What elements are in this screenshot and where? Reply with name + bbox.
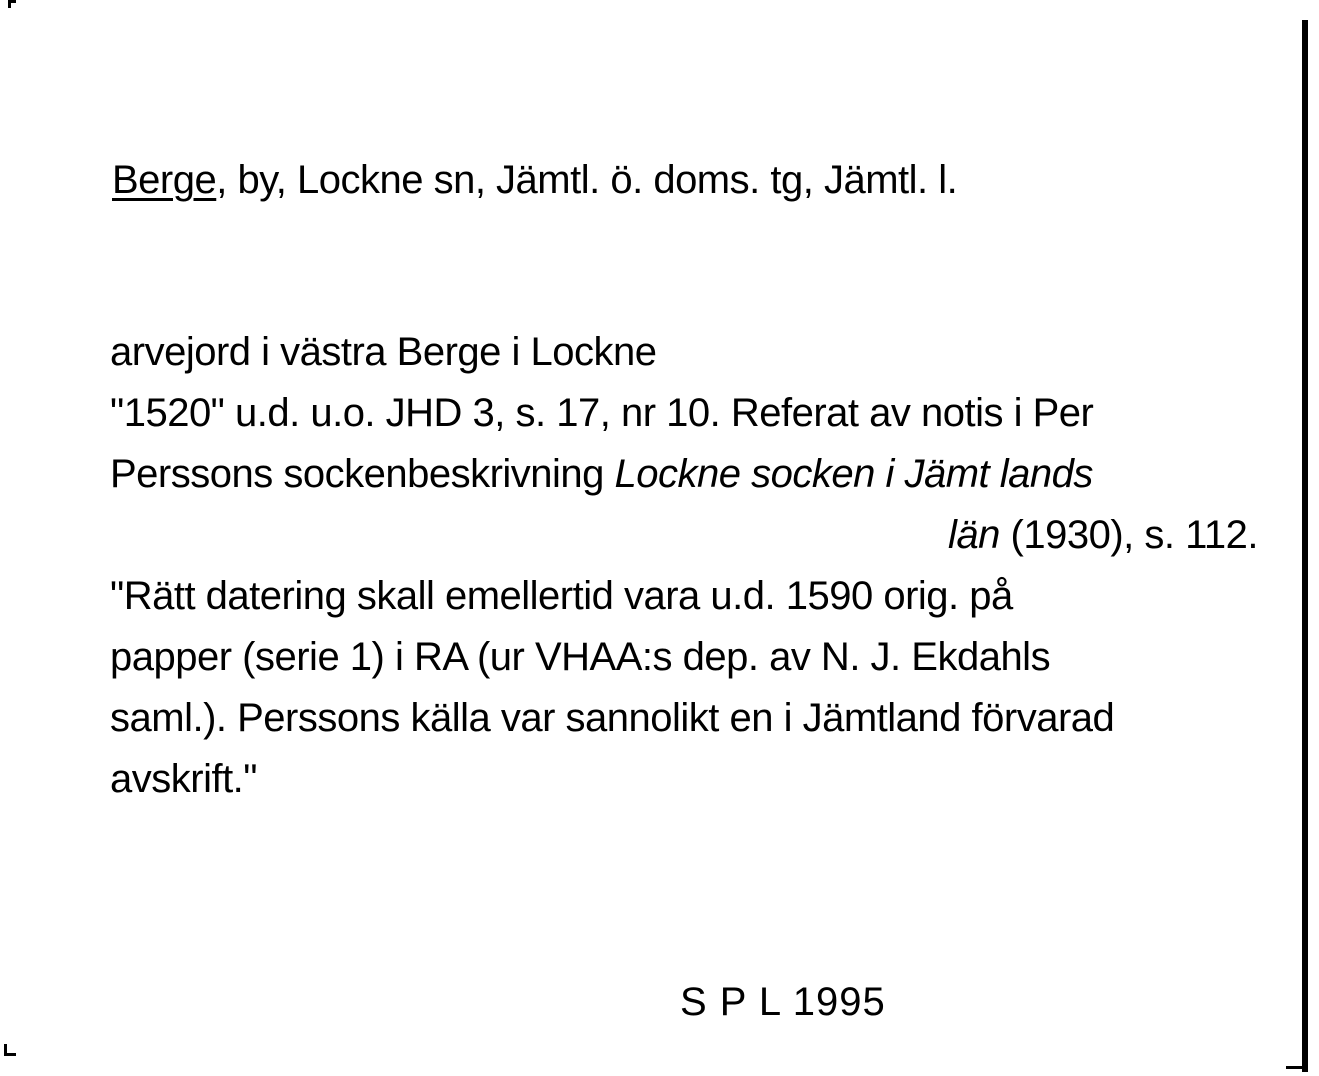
entry-line-6: papper (serie 1) i RA (ur VHAA:s dep. av N. J. Ekdahls	[110, 635, 1051, 679]
signature: S P L 1995	[680, 980, 886, 1024]
place-description: , by, Lockne sn, Jämtl. ö. doms. tg, Jämtl. l.	[216, 158, 958, 202]
corner-mark-bottom-horizontal	[4, 1053, 16, 1056]
entry-line-2: "1520" u.d. u.o. JHD 3, s. 17, nr 10. Referat av notis i Per	[110, 391, 1094, 435]
entry-line-4	[110, 505, 1270, 566]
card-right-border	[1302, 20, 1308, 1072]
corner-mark-top-horizontal	[8, 0, 16, 3]
entry-line-5: "Rätt datering skall emellertid vara u.d. 1590 orig. på	[110, 574, 1013, 618]
card-heading	[112, 158, 957, 203]
entry-line-8: avskrift."	[110, 757, 257, 801]
entry-line-7: saml.). Perssons källa var sannolikt en i Jämtland förvarad	[110, 696, 1115, 740]
place-name: Berge	[112, 158, 217, 202]
card-right-border-hook	[1286, 1066, 1306, 1069]
entry-line-3-plain: Perssons sockenbeskrivning	[110, 452, 615, 496]
entry-line-4-plain: (1930), s. 112.	[999, 513, 1258, 557]
entry-text	[110, 322, 1270, 810]
book-title-part-2: län	[948, 513, 1000, 557]
entry-line-1: arvejord i västra Berge i Lockne	[110, 330, 657, 374]
book-title-part-1: Lockne socken i Jämt lands	[614, 452, 1093, 496]
entry-line-3	[110, 444, 1270, 505]
